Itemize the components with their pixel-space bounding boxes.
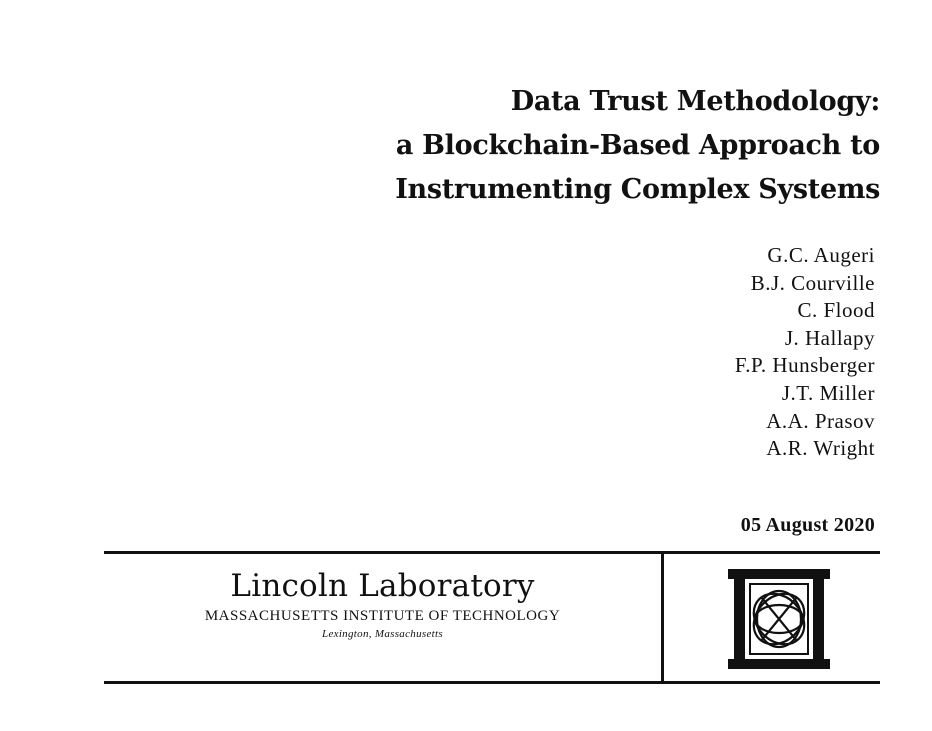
location-state: Massachusetts: [374, 628, 443, 640]
title-line-1: Data Trust Methodology:: [510, 86, 880, 117]
lab-location: Lexington, Massachusetts: [322, 628, 443, 640]
report-date: 05 August 2020: [740, 514, 875, 536]
author-name: G.C. Augeri: [767, 243, 875, 267]
author-name: J.T. Miller: [781, 380, 875, 405]
title-line-3: Instrumenting Complex Systems: [395, 174, 880, 205]
author-name: F.P. Hunsberger: [734, 353, 875, 378]
lab-name: Lincoln Laboratory: [230, 568, 535, 604]
author-name: A.R. Wright: [766, 436, 875, 461]
footer-divider: [661, 551, 664, 684]
location-city: Lexington: [322, 628, 369, 640]
author-list: [735, 242, 875, 463]
author-name: B.J. Courville: [750, 270, 875, 295]
lab-identity: [104, 566, 661, 642]
footer-top-rule: [104, 551, 880, 554]
author-name: C. Flood: [797, 298, 875, 323]
footer-bottom-rule: [104, 681, 880, 684]
author-name: A.A. Prasov: [766, 408, 875, 433]
institute-name: MASSACHUSETTS INSTITUTE OF TECHNOLOGY: [204, 608, 561, 624]
lincoln-lab-logo-icon: [728, 569, 830, 669]
report-title: [180, 80, 880, 212]
author-name: J. Hallapy: [784, 325, 875, 350]
title-line-2: a Blockchain-Based Approach to: [395, 130, 880, 161]
